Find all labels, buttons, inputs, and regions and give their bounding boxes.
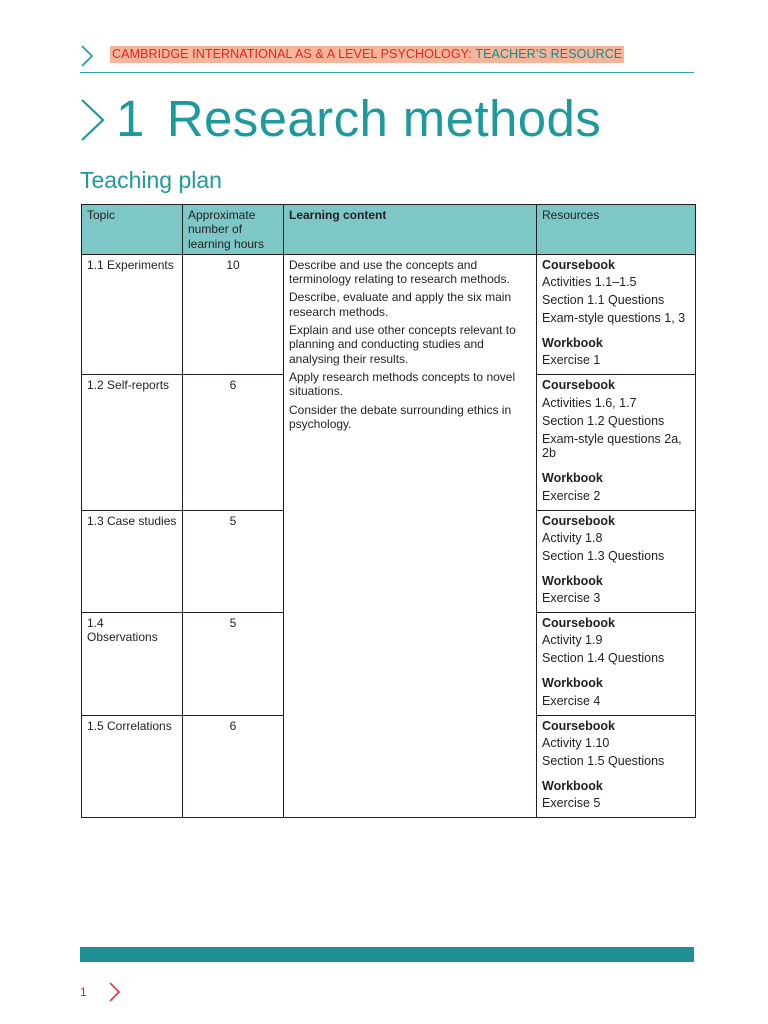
table-row [82,254,696,375]
resource-item: Exercise 2 [542,488,601,503]
series-title [110,46,624,63]
workbook-label: Workbook [542,471,603,486]
resource-item: Section 1.1 Questions [542,293,665,308]
resources-cell [537,715,696,818]
resource-item: Activity 1.9 [542,633,603,648]
hours-cell: 5 [183,613,284,716]
header-topic: Topic [82,205,183,255]
coursebook-label: Coursebook [542,718,615,733]
hours-cell: 6 [183,715,284,818]
learning-content-item: Describe and use the concepts and terminology relating to research methods. [289,257,510,287]
series-title-red: CAMBRIDGE INTERNATIONAL AS & A LEVEL PSYCHOLOGY: [112,47,472,61]
workbook-label: Workbook [542,676,603,691]
coursebook-label: Coursebook [542,513,615,528]
running-header [80,42,694,73]
table-header-row [82,205,696,255]
resource-item: Activities 1.1–1.5 [542,275,637,290]
resource-item: Exercise 5 [542,796,601,811]
coursebook-label: Coursebook [542,257,615,272]
learning-content-item: Apply research methods concepts to novel situations. [289,369,516,399]
header-hours: Approximate number of learning hours [183,205,284,255]
hours-cell: 10 [183,254,284,375]
resource-item: Exercise 4 [542,693,601,708]
page-number: 1 [80,985,87,999]
resource-item: Section 1.5 Questions [542,754,665,769]
resource-item: Exam-style questions 2a, 2b [542,431,682,461]
learning-content-item: Explain and use other concepts relevant to planning and conducting studies and analysing their results. [289,323,516,366]
coursebook-label: Coursebook [542,378,615,393]
hours-cell: 6 [183,375,284,510]
header-resources: Resources [537,205,696,255]
chapter-name: Research methods [166,90,602,147]
learning-content-item: Describe, evaluate and apply the six main research methods. [289,290,512,319]
workbook-label: Workbook [542,336,603,351]
workbook-label: Workbook [542,779,603,794]
hours-cell: 5 [183,510,284,613]
chevron-right-icon [80,44,94,68]
chapter-title [116,88,601,150]
teaching-plan-table [81,204,696,818]
resource-item: Section 1.3 Questions [542,548,665,563]
chevron-right-icon [108,981,122,1003]
chapter-number: 1 [116,90,145,147]
resource-item: Activities 1.6, 1.7 [542,395,637,410]
topic-cell: 1.2 Self-reports [82,375,183,510]
resources-cell [537,510,696,613]
coursebook-label: Coursebook [542,616,615,631]
topic-cell: 1.4 Observations [82,613,183,716]
resources-cell [537,613,696,716]
learning-content-item: Consider the debate surrounding ethics in psychology. [289,402,512,431]
workbook-label: Workbook [542,573,603,588]
resource-item: Activity 1.10 [542,736,610,751]
learning-content-cell [284,254,537,817]
resource-item: Exercise 1 [542,353,601,368]
resource-item: Exam-style questions 1, 3 [542,311,686,326]
topic-cell: 1.1 Experiments [82,254,183,375]
header-learning-content: Learning content [284,205,537,255]
resource-item: Section 1.2 Questions [542,413,665,428]
series-title-teal: TEACHER’S RESOURCE [475,47,623,61]
resources-cell [537,254,696,375]
chevron-right-icon [80,98,106,142]
resource-item: Section 1.4 Questions [542,651,665,666]
resource-item: Exercise 3 [542,591,601,606]
resource-item: Activity 1.8 [542,530,603,545]
section-title: Teaching plan [80,167,222,193]
topic-cell: 1.5 Correlations [82,715,183,818]
resources-cell [537,375,696,510]
topic-cell: 1.3 Case studies [82,510,183,613]
footer-bar [80,947,694,962]
